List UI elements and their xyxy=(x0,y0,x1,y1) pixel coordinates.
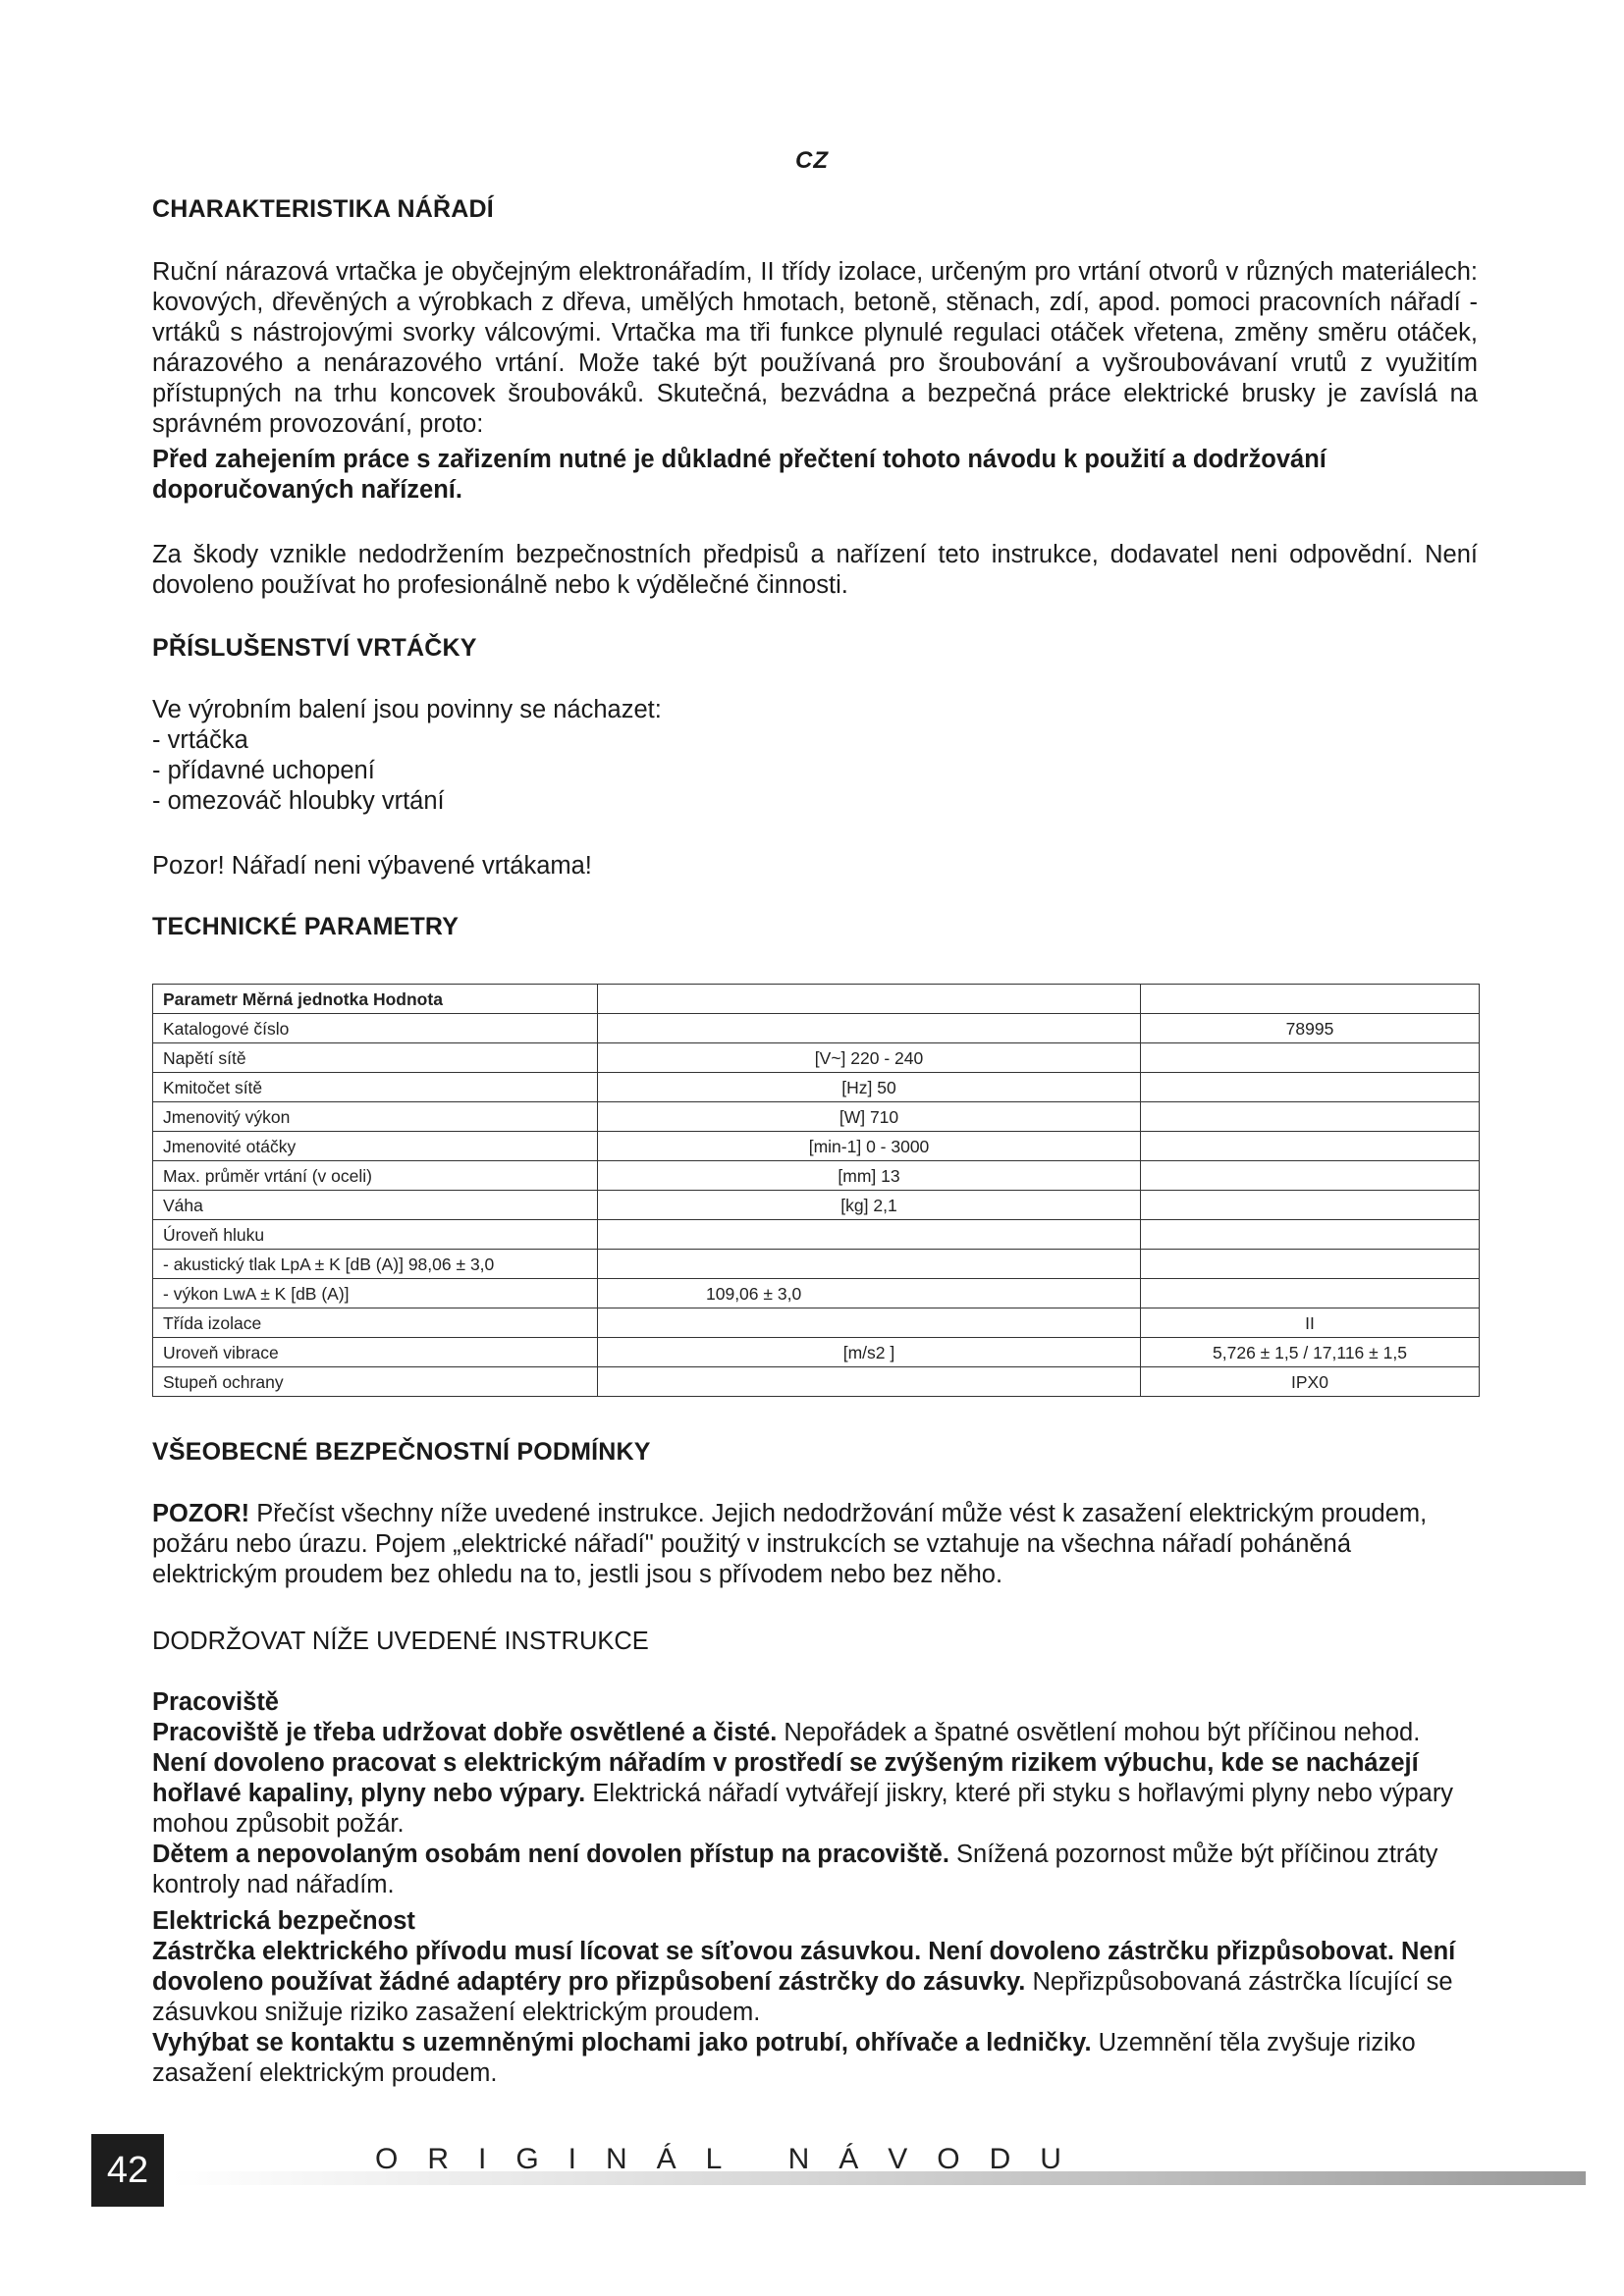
electrical-text xyxy=(152,1937,1478,2089)
table-cell: [V~] 220 - 240 xyxy=(598,1043,1141,1073)
electrical-rule-1: Zástrčka elektrického přívodu musí lícovat se síťovou zásuvkou. Není dovoleno zástrčku přizpůsobovat. Není dovoleno používat žádné adaptéry pro přizpůsobení zástrčky do zásuvky. xyxy=(152,1938,1456,1996)
follow-instructions: DODRŽOVAT NÍŽE UVEDENÉ INSTRUKCE xyxy=(152,1628,649,1655)
accessories-block xyxy=(152,695,1478,817)
table-cell xyxy=(1141,1279,1480,1308)
workplace-rule-1: Pracoviště je třeba udržovat dobře osvětlené a čisté. xyxy=(152,1719,778,1746)
table-cell: Napětí sítě xyxy=(153,1043,598,1073)
list-item: - přídavné uchopení xyxy=(152,757,375,784)
table-cell xyxy=(598,1014,1141,1043)
table-cell xyxy=(598,1308,1141,1338)
table-cell: [min-1] 0 - 3000 xyxy=(598,1132,1141,1161)
electrical-title: Elektrická bezpečnost xyxy=(152,1907,415,1935)
table-cell xyxy=(1141,1161,1480,1191)
table-cell xyxy=(1141,1102,1480,1132)
electrical-text-2: Uzemnění těla zvyšuje riziko zasažení elektrickým proudem. xyxy=(152,2029,1416,2087)
table-cell: Jmenovité otáčky xyxy=(153,1132,598,1161)
paragraph-warning xyxy=(152,1499,1478,1590)
list-item: - vrtáčka xyxy=(152,726,248,754)
paragraph-liability: Za škody vznikle nedodržením bezpečnostních předpisů a nařízení teto instrukce, dodavatel neni odpovědní. Není dovoleno používat ho profesionálně nebo k výdělečné činnosti. xyxy=(152,541,1478,599)
table-cell xyxy=(1141,1191,1480,1220)
electrical-rule-2: Vyhýbat se kontaktu s uzemněnými plochami jako potrubí, ohřívače a ledničky. xyxy=(152,2029,1092,2056)
electrical-section xyxy=(152,1906,1478,2089)
table-cell: - výkon LwA ± K [dB (A)] xyxy=(153,1279,598,1308)
table-cell xyxy=(1141,1043,1480,1073)
table-cell: Úroveň hluku xyxy=(153,1220,598,1250)
workplace-rule-3: Dětem a nepovolaným osobám není dovolen přístup na pracoviště. xyxy=(152,1841,949,1868)
table-row xyxy=(153,1132,1480,1161)
table-row xyxy=(153,1161,1480,1191)
table-row xyxy=(153,1043,1480,1073)
table-cell: - akustický tlak LpA ± K [dB (A)] 98,06 ± 3,0 xyxy=(153,1250,598,1279)
table-row xyxy=(153,1250,1480,1279)
technical-parameters-table xyxy=(152,984,1480,1397)
table-cell xyxy=(1141,1073,1480,1102)
table-row xyxy=(153,1367,1480,1397)
table-cell xyxy=(598,1220,1141,1250)
warning-text: Přečíst všechny níže uvedené instrukce. Jejich nedodržování může vést k zasažení elektrickým proudem, požáru nebo úrazu. Pojem „elektrické nářadí" použitý v instrukcích se vztahuje na všechna nářadí poháněná elektrickým proudem bez ohledu na to, jestli jsou s přívodem nebo bez něho. xyxy=(152,1500,1428,1588)
table-cell: [m/s2 ] xyxy=(598,1338,1141,1367)
electrical-text-1: Nepřizpůsobovaná zástrčka lícující se zásuvkou snižuje riziko zasažení elektrickým proudem. xyxy=(152,1968,1453,2026)
table-row xyxy=(153,1220,1480,1250)
table-cell: Váha xyxy=(153,1191,598,1220)
workplace-section xyxy=(152,1687,1478,1900)
table-cell: Uroveň vibrace xyxy=(153,1338,598,1367)
table-row xyxy=(153,1014,1480,1043)
table-row xyxy=(153,1338,1480,1367)
heading-characteristics: CHARAKTERISTIKA NÁŘADÍ xyxy=(152,195,494,223)
table-cell xyxy=(598,1367,1141,1397)
language-code: CZ xyxy=(795,147,829,174)
table-cell xyxy=(598,1250,1141,1279)
footer-title: ORIGINÁL NÁVODU xyxy=(375,2143,1091,2175)
table-cell xyxy=(1141,1250,1480,1279)
paragraph-description: Ruční nárazová vrtačka je obyčejným elektronářadím, II třídy izolace, určeným pro vrtání otvorů v různých materiálech: kovových, dřevěných a výrobkach z dřeva, umělých hmotach, betoně, stěnach, zdí, apod. pomoci pracovních nářadí - vrtáků s nástrojovými svorky válcovými. Vrtačka ma tři funkce plynulé regulaci otáček vřetena, změny směru otáček, nárazového a nenárazového vrtání. Može také být používaná pro šroubování a vyšroubovávaní vrutů z využitím přístupných na trhu koncovek šroubováků. Skutečná, bezvádna a bezpečná práce elektrické brusky je zavíslá na správném provozování, proto: xyxy=(152,258,1478,438)
accessories-list xyxy=(152,725,1478,817)
table-cell: [mm] 13 xyxy=(598,1161,1141,1191)
table-row xyxy=(153,1102,1480,1132)
table-cell xyxy=(598,985,1141,1014)
table-row xyxy=(153,1279,1480,1308)
table-cell: Max. průměr vrtání (v oceli) xyxy=(153,1161,598,1191)
heading-technical: TECHNICKÉ PARAMETRY xyxy=(152,913,460,940)
workplace-text-1: Nepořádek a špatné osvětlení mohou být příčinou nehod. xyxy=(777,1719,1421,1746)
table-cell xyxy=(1141,985,1480,1014)
table-header-row xyxy=(153,985,1480,1014)
table-cell: [W] 710 xyxy=(598,1102,1141,1132)
table-row xyxy=(153,1308,1480,1338)
table-cell: 109,06 ± 3,0 xyxy=(598,1279,1141,1308)
table-cell: [Hz] 50 xyxy=(598,1073,1141,1102)
workplace-rule-2: Není dovoleno pracovat s elektrickým nářadím v prostředí se zvýšeným rizikem výbuchu, kde se nacházejí hořlavé kapaliny, plyny nebo výpary. xyxy=(152,1749,1419,1807)
paragraph-read-manual: Před zahejením práce s zařizením nutné je důkladné přečtení tohoto návodu k použití a dodržování doporučovaných nařízení. xyxy=(152,446,1326,504)
table-cell: 5,726 ± 1,5 / 17,116 ± 1,5 xyxy=(1141,1338,1480,1367)
heading-safety: VŠEOBECNÉ BEZPEČNOSTNÍ PODMÍNKY xyxy=(152,1438,651,1466)
accessories-intro: Ve výrobním balení jsou povinny se náchazet: xyxy=(152,696,662,723)
table-cell xyxy=(1141,1220,1480,1250)
table-cell xyxy=(1141,1132,1480,1161)
table-row xyxy=(153,1191,1480,1220)
workplace-text-3: Snížená pozornost může být příčinou ztráty kontroly nad nářadím. xyxy=(152,1841,1438,1898)
workplace-text xyxy=(152,1718,1478,1900)
table-cell: Třída izolace xyxy=(153,1308,598,1338)
heading-accessories: PŘÍSLUŠENSTVÍ VRTÁČKY xyxy=(152,634,477,662)
table-header-cell: Parametr Měrná jednotka Hodnota xyxy=(153,985,598,1014)
page-number: 42 xyxy=(91,2134,164,2207)
warning-label: POZOR! xyxy=(152,1500,250,1527)
table-cell: Jmenovitý výkon xyxy=(153,1102,598,1132)
table-cell: Stupeň ochrany xyxy=(153,1367,598,1397)
table-cell: 78995 xyxy=(1141,1014,1480,1043)
workplace-text-2: Elektrická nářadí vytvářejí jiskry, které při styku s hořlavými plyny nebo výpary mohou způsobit požár. xyxy=(152,1780,1454,1838)
table-cell: [kg] 2,1 xyxy=(598,1191,1141,1220)
list-item: - omezováč hloubky vrtání xyxy=(152,787,445,815)
table-cell: Kmitočet sítě xyxy=(153,1073,598,1102)
table-cell: Katalogové číslo xyxy=(153,1014,598,1043)
table-cell: II xyxy=(1141,1308,1480,1338)
workplace-title: Pracoviště xyxy=(152,1688,279,1716)
accessories-note: Pozor! Nářadí neni výbavené vrtákama! xyxy=(152,852,592,880)
table-row xyxy=(153,1073,1480,1102)
table-cell: IPX0 xyxy=(1141,1367,1480,1397)
